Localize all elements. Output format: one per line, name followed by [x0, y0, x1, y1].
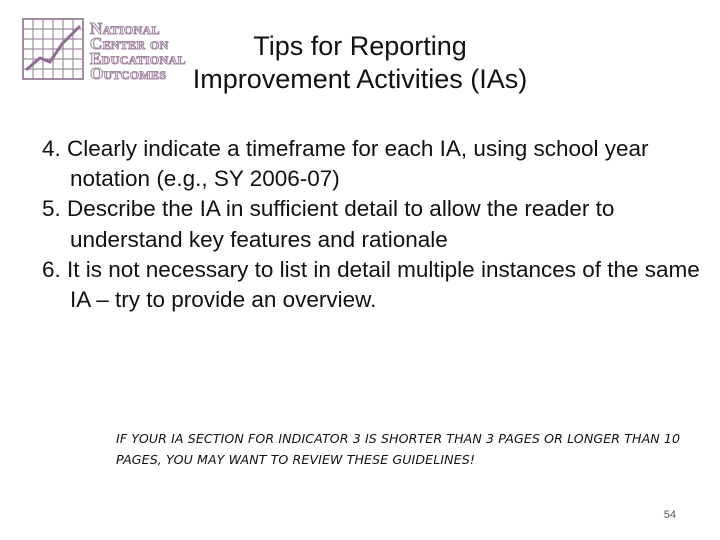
logo-line: Center on — [90, 34, 169, 53]
title-line-1: Tips for Reporting — [253, 31, 467, 61]
tip-item: 4. Clearly indicate a timeframe for each IA, using school year notation (e.g., SY 2006-07) — [42, 136, 649, 192]
tips-list — [42, 134, 702, 315]
title-line-2: Improvement Activities (IAs) — [192, 64, 528, 94]
guideline-note: IF YOUR IA SECTION FOR INDICATOR 3 IS SHORTER THAN 3 PAGES OR LONGER THAN 10 PAGES, YOU MAY WANT TO REVIEW THESE GUIDELINES! — [116, 431, 681, 467]
logo-line: Educational — [90, 49, 186, 68]
logo-line: Outcomes — [90, 64, 167, 83]
tip-item: 6. It is not necessary to list in detail multiple instances of the same IA – try to provide an overview. — [42, 256, 700, 313]
page-number: 54 — [663, 509, 676, 521]
logo-line: National — [90, 19, 160, 38]
slide-title — [0, 30, 720, 96]
tip-item: 5. Describe the IA in sufficient detail to allow the reader to understand key features and rationale — [42, 196, 615, 252]
